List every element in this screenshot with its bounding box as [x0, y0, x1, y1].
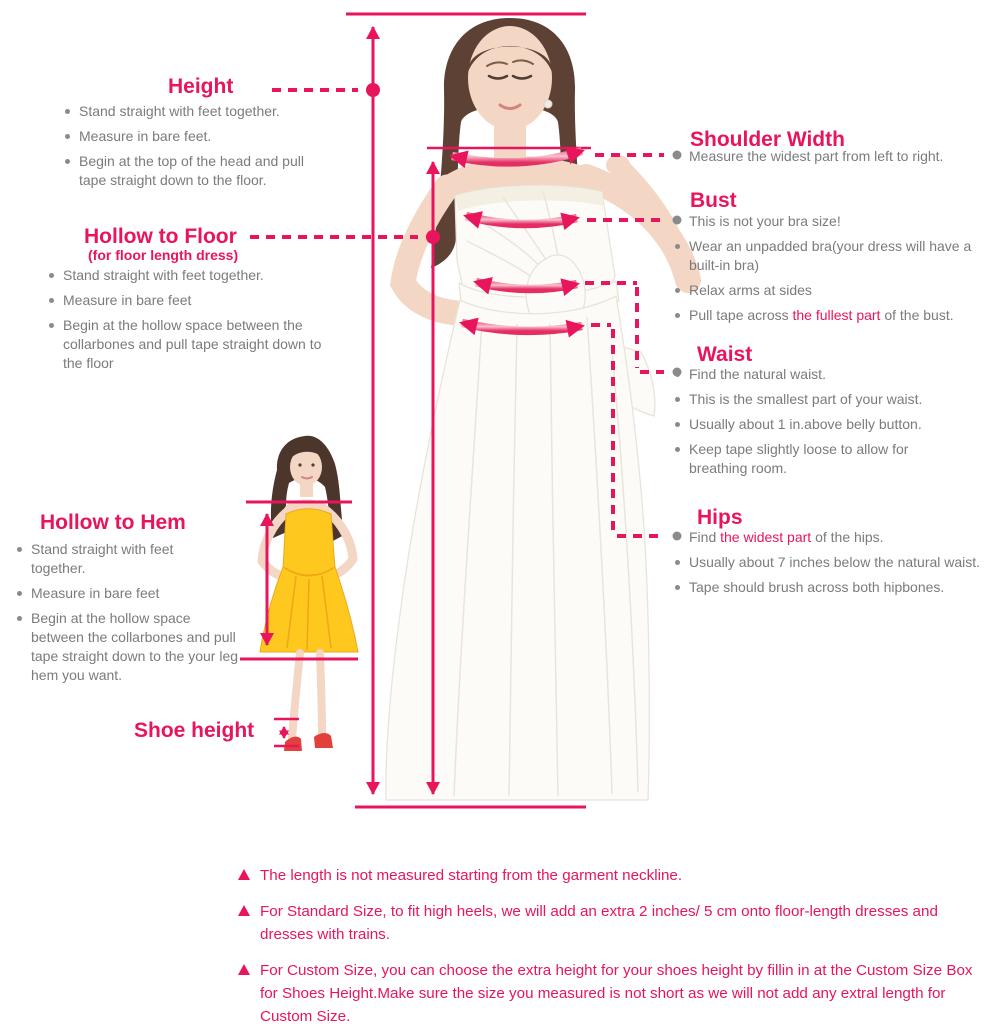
hollow-anchor-dot — [426, 230, 440, 244]
list-item — [672, 306, 987, 325]
highlighted-text: the widest part — [720, 529, 812, 545]
list-item: This is not your bra size! — [672, 212, 987, 231]
height-list — [62, 102, 330, 196]
note-item: The length is not measured starting from the garment neckline. — [238, 864, 983, 887]
hips-connector — [591, 325, 664, 536]
text-part: of the bust. — [880, 307, 954, 323]
bust-list — [672, 212, 987, 331]
hips-arrow — [462, 323, 582, 331]
text-part: Find — [689, 529, 721, 545]
note-item: For Custom Size, you can choose the extra height for your shoes height by fillin in at the Custom Size Box for Shoes Height.Make sure the size you measured is not short as we will not add any extral length for Custom Size. — [238, 959, 983, 1024]
hollow-to-floor-title: Hollow to Floor — [84, 225, 237, 248]
waist-title: Waist — [697, 343, 753, 366]
waist-arrow — [476, 282, 577, 289]
bust-arrow — [466, 216, 577, 224]
note-item: For Standard Size, to fit high heels, we will add an extra 2 inches/ 5 cm onto floor-length dresses and dresses with trains. — [238, 900, 983, 946]
hollow-to-hem-list — [14, 540, 240, 691]
list-item: Keep tape slightly loose to allow for breathing room. — [672, 440, 969, 478]
text-part: Pull tape across — [689, 307, 793, 323]
shoe-height-title: Shoe height — [134, 719, 255, 742]
waist-connector — [585, 283, 664, 372]
hollow-to-floor-subtitle: (for floor length dress) — [88, 247, 239, 263]
text-part: of the hips. — [811, 529, 884, 545]
list-item: Measure in bare feet — [14, 584, 240, 603]
list-item: Relax arms at sides — [672, 281, 987, 300]
list-item: Usually about 7 inches below the natural waist. — [672, 553, 992, 572]
hips-list — [672, 528, 992, 603]
shoulder-arrow — [452, 151, 582, 162]
waist-list — [672, 365, 987, 484]
list-item: Stand straight with feet together. — [14, 540, 206, 578]
bust-title: Bust — [690, 189, 737, 212]
list-item: Stand straight with feet together. — [46, 266, 326, 285]
height-title: Height — [168, 75, 234, 98]
list-item: Usually about 1 in.above belly button. — [672, 415, 987, 434]
list-item: Measure the widest part from left to right. — [672, 147, 987, 166]
list-item: Find the natural waist. — [672, 365, 987, 384]
list-item: Begin at the top of the head and pull tape straight down to the floor. — [62, 152, 330, 190]
list-item: Measure in bare feet. — [62, 127, 330, 146]
highlighted-text: the fullest part — [792, 307, 881, 323]
list-item: Begin at the hollow space between the collarbones and pull tape straight down to the your leg hem you want. — [14, 609, 240, 685]
notes-list — [238, 864, 983, 1024]
list-item: Wear an unpadded bra(your dress will have a built-in bra) — [672, 237, 987, 275]
list-item: Stand straight with feet together. — [62, 102, 330, 121]
list-item: Measure in bare feet — [46, 291, 326, 310]
shoulder-width-title: Shoulder Width — [690, 128, 845, 151]
height-anchor-dot — [366, 83, 380, 97]
list-item: This is the smallest part of your waist. — [672, 390, 987, 409]
hips-title: Hips — [697, 506, 743, 529]
list-item: Tape should brush across both hipbones. — [672, 578, 992, 597]
list-item — [672, 528, 992, 547]
shoulder-width-list — [672, 147, 987, 172]
list-item: Begin at the hollow space between the collarbones and pull tape straight down to the floor — [46, 316, 325, 373]
hollow-to-hem-title: Hollow to Hem — [40, 511, 186, 534]
hollow-to-floor-list — [46, 266, 326, 379]
